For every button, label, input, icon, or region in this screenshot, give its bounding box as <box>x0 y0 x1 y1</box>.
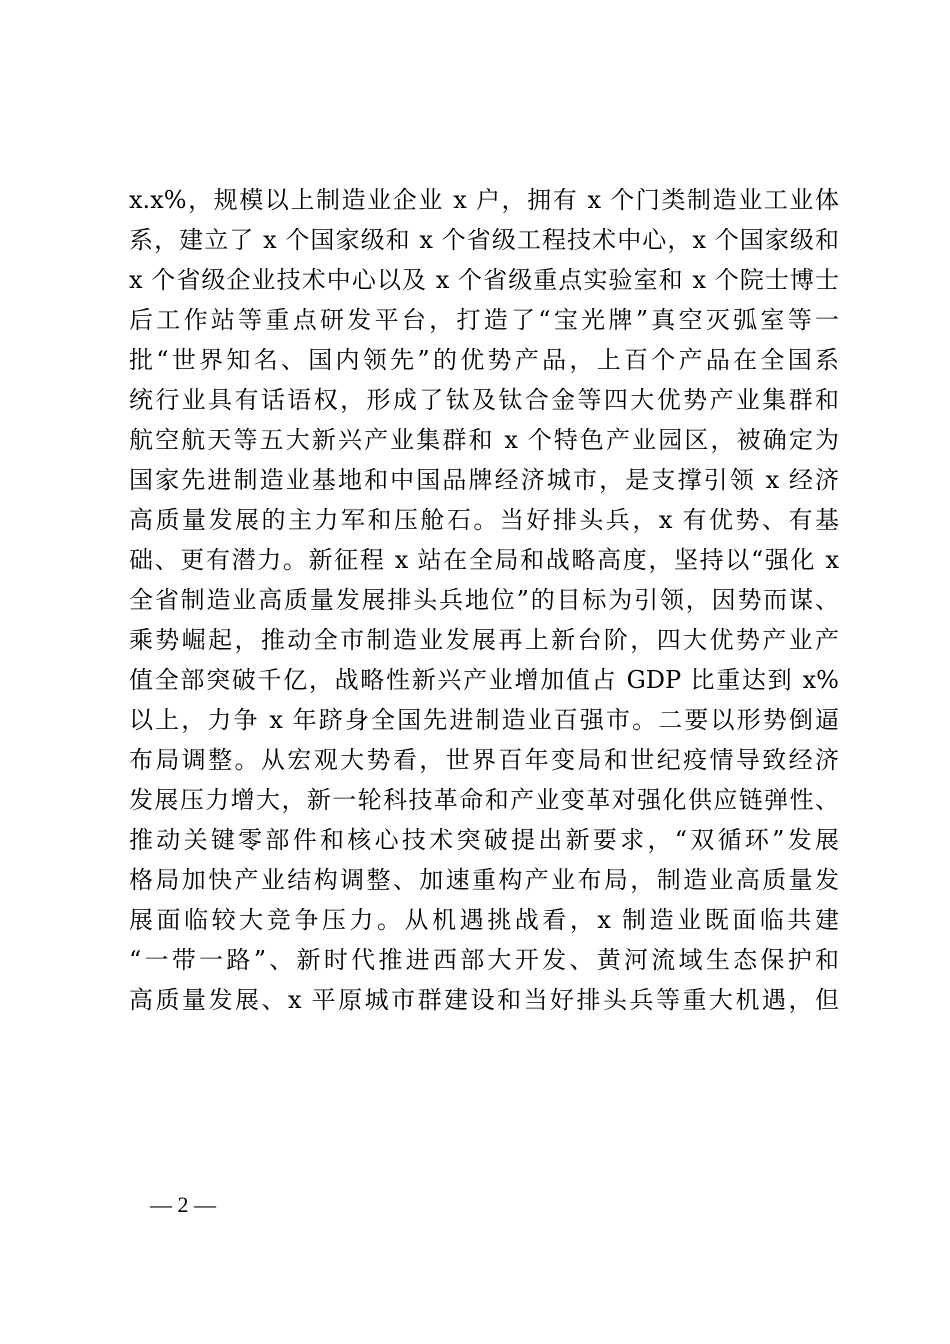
body-paragraph <box>129 180 839 1020</box>
text-line-9: 高质量发展的主力军和压舱石。当好排头兵，x 有优势、有基 <box>129 506 839 534</box>
text-line-13: 值全部突破千亿，战略性新兴产业增加值占 GDP 比重达到 x% <box>129 666 839 694</box>
text-line-6: 统行业具有话语权，形成了钛及钛合金等四大优势产业集群和 <box>129 386 839 414</box>
page-number: — 2 — <box>150 1192 216 1217</box>
text-line-12: 乘势崛起，推动全市制造业发展再上新台阶，四大优势产业产 <box>129 626 839 654</box>
text-line-1: x.x%，规模以上制造业企业 x 户，拥有 x 个门类制造业工业体 <box>129 186 839 214</box>
text-line-21: 高质量发展、x 平原城市群建设和当好排头兵等重大机遇，但 <box>129 986 839 1014</box>
text-line-20: “一带一路”、新时代推进西部大开发、黄河流域生态保护和 <box>129 946 839 974</box>
text-line-11: 全省制造业高质量发展排头兵地位”的目标为引领，因势而谋、 <box>129 586 839 614</box>
text-line-18: 格局加快产业结构调整、加速重构产业布局，制造业高质量发 <box>129 866 839 894</box>
text-line-7: 航空航天等五大新兴产业集群和 x 个特色产业园区，被确定为 <box>129 426 839 454</box>
text-line-14: 以上，力争 x 年跻身全国先进制造业百强市。二要以形势倒逼 <box>129 706 839 734</box>
text-line-19: 展面临较大竞争压力。从机遇挑战看，x 制造业既面临共建 <box>129 906 839 934</box>
text-line-4: 后工作站等重点研发平台，打造了“宝光牌”真空灭弧室等一 <box>129 306 839 334</box>
text-line-15: 布局调整。从宏观大势看，世界百年变局和世纪疫情导致经济 <box>129 746 839 774</box>
text-line-10: 础、更有潜力。新征程 x 站在全局和战略高度，坚持以“强化 x <box>129 546 839 574</box>
text-line-16: 发展压力增大，新一轮科技革命和产业变革对强化供应链弹性、 <box>129 786 839 814</box>
text-line-2: 系，建立了 x 个国家级和 x 个省级工程技术中心，x 个国家级和 <box>129 226 839 254</box>
text-line-3: x 个省级企业技术中心以及 x 个省级重点实验室和 x 个院士博士 <box>129 266 839 294</box>
text-line-5: 批“世界知名、国内领先”的优势产品，上百个产品在全国系 <box>129 346 839 374</box>
text-line-17: 推动关键零部件和核心技术突破提出新要求，“双循环”发展 <box>129 826 839 854</box>
text-line-8: 国家先进制造业基地和中国品牌经济城市，是支撑引领 x 经济 <box>129 466 839 494</box>
